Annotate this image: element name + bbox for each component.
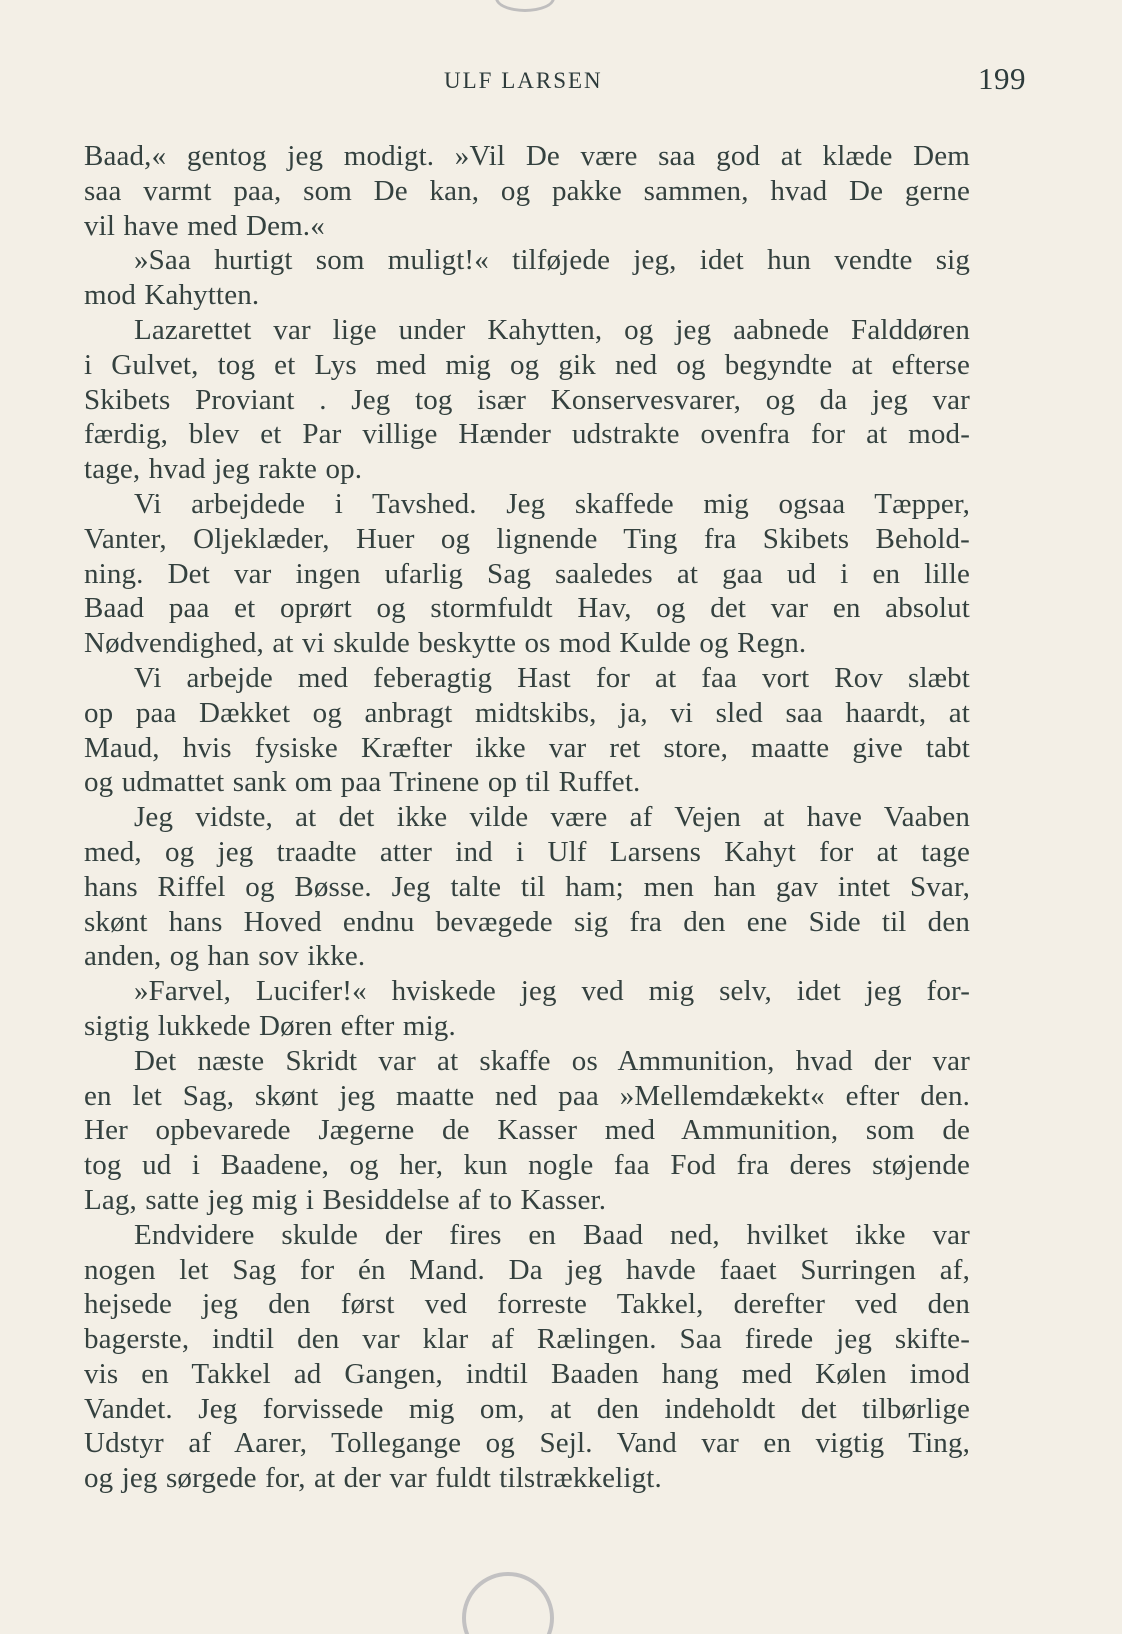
running-title: ULF LARSEN xyxy=(444,68,603,93)
text-line: Vi arbejdede i Tavshed. Jeg skaffede mig ogsaa Tæpper, xyxy=(134,487,970,520)
text-line: mod Kahytten. xyxy=(84,279,260,312)
text-line: hejsede jeg den først ved forreste Takkel, derefter ved den xyxy=(84,1288,970,1321)
text-line: Endvidere skulde der fires en Baad ned, hvilket ikke var xyxy=(134,1218,970,1251)
text-line: tog ud i Baadene, og her, kun nogle faa Fod fra deres støjende xyxy=(84,1149,970,1182)
text-line: »Farvel, Lucifer!« hviskede jeg ved mig selv, idet jeg for- xyxy=(134,975,970,1008)
text-line: vis en Takkel ad Gangen, indtil Baaden hang med Kølen imod xyxy=(84,1357,970,1390)
text-line: Skibets Proviant . Jeg tog især Konservesvarer, og da jeg var xyxy=(84,383,970,416)
text-line: Udstyr af Aarer, Tollegange og Sejl. Vand var en vigtig Ting, xyxy=(84,1427,970,1460)
text-line: Lag, satte jeg mig i Besiddelse af to Kasser. xyxy=(84,1183,607,1216)
text-line: anden, og han sov ikke. xyxy=(84,940,366,973)
text-line: Vi arbejde med feberagtig Hast for at faa vort Rov slæbt xyxy=(134,661,970,694)
text-line: Vanter, Oljeklæder, Huer og lignende Ting fra Skibets Behold- xyxy=(84,522,970,555)
text-line: saa varmt paa, som De kan, og pakke sammen, hvad De gerne xyxy=(84,174,970,207)
text-line: »Saa hurtigt som muligt!« tilføjede jeg, idet hun vendte sig xyxy=(134,244,970,277)
text-line: ning. Det var ingen ufarlig Sag saaledes at gaa ud i en lille xyxy=(84,557,970,590)
binding-hole-mark xyxy=(462,1572,554,1634)
text-line: Jeg vidste, at det ikke vilde være af Vejen at have Vaaben xyxy=(134,801,970,834)
text-line: og udmattet sank om paa Trinene op til Ruffet. xyxy=(84,766,641,799)
text-line: Vandet. Jeg forvissede mig om, at den indeholdt det tilbørlige xyxy=(84,1392,970,1425)
text-line: færdig, blev et Par villige Hænder udstrakte ovenfra for at mod- xyxy=(84,418,970,451)
text-line: en let Sag, skønt jeg maatte ned paa »Mellemdækekt« efter den. xyxy=(84,1079,970,1112)
text-line: sigtig lukkede Døren efter mig. xyxy=(84,1009,456,1042)
text-line: Her opbevarede Jægerne de Kasser med Ammunition, som de xyxy=(84,1114,970,1147)
text-line: Baad,« gentog jeg modigt. »Vil De være saa god at klæde Dem xyxy=(84,140,970,172)
text-line: i Gulvet, tog et Lys med mig og gik ned og begyndte at efterse xyxy=(84,348,970,381)
text-line: Nødvendighed, at vi skulde beskytte os mod Kulde og Regn. xyxy=(84,627,807,660)
text-line: og jeg sørgede for, at der var fuldt tilstrækkeligt. xyxy=(84,1462,662,1495)
text-line: nogen let Sag for én Mand. Da jeg havde faaet Surringen af, xyxy=(84,1253,970,1286)
page-number: 199 xyxy=(978,61,1026,96)
text-line: Det næste Skridt var at skaffe os Ammunition, hvad der var xyxy=(134,1044,970,1077)
body-text xyxy=(84,139,970,1496)
text-line: tage, hvad jeg rakte op. xyxy=(84,453,363,486)
text-line: skønt hans Hoved endnu bevægede sig fra den ene Side til den xyxy=(84,905,970,938)
text-line: op paa Dækket og anbragt midtskibs, ja, vi sled saa haardt, at xyxy=(84,696,970,729)
binding-hole-mark xyxy=(495,0,555,12)
text-line: hans Riffel og Bøsse. Jeg talte til ham; men han gav intet Svar, xyxy=(84,870,970,903)
text-line: bagerste, indtil den var klar af Rælingen. Saa firede jeg skifte- xyxy=(84,1323,970,1356)
text-line: med, og jeg traadte atter ind i Ulf Larsens Kahyt for at tage xyxy=(84,835,970,868)
text-line: vil have med Dem.« xyxy=(84,209,325,242)
text-line: Lazarettet var lige under Kahytten, og jeg aabnede Falddøren xyxy=(134,313,970,346)
text-line: Baad paa et oprørt og stormfuldt Hav, og det var en absolut xyxy=(84,592,970,625)
running-header xyxy=(84,61,1026,98)
text-line: Maud, hvis fysiske Kræfter ikke var ret store, maatte give tabt xyxy=(84,731,970,764)
